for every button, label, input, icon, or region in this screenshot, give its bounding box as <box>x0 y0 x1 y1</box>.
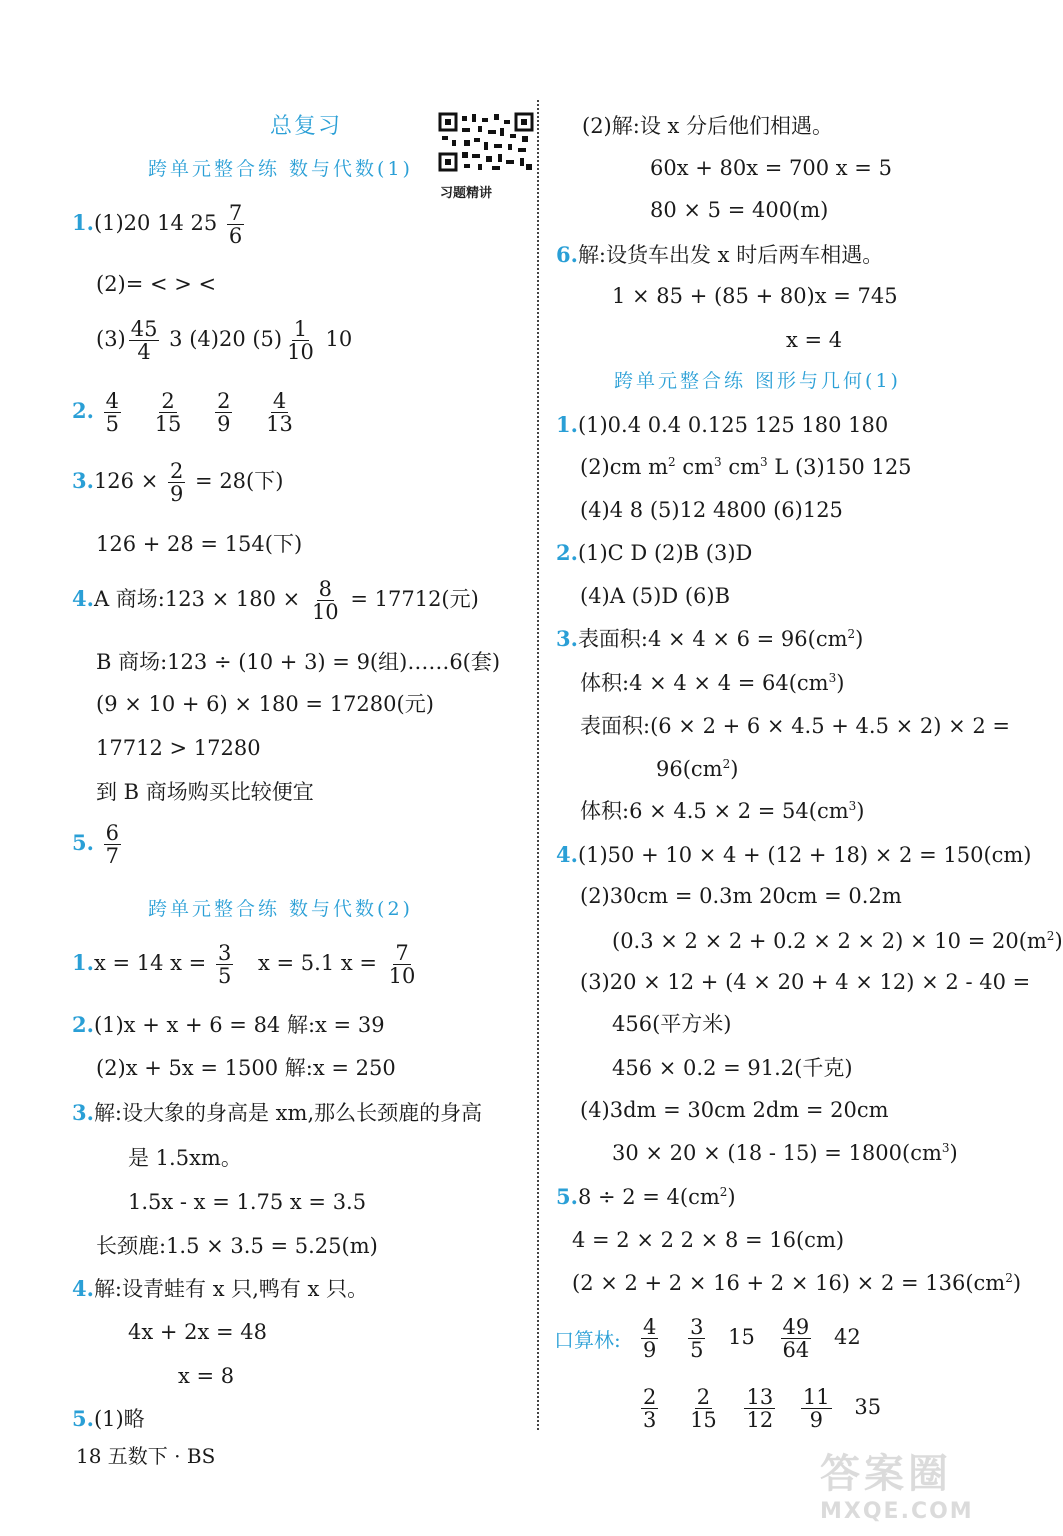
fraction: $\frac{11}{9}$ <box>802 1385 830 1433</box>
question-4-line-2: B 商场:123 ÷ (10 + 3) = 9(组)……6(套) <box>96 650 501 674</box>
section-heading-number-algebra-1: 跨单元整合练 数与代数(1) <box>148 158 413 180</box>
g-question-3-line-1: 3.表面积:4 × $4 \times 6 = 96(cm^2)$ <box>556 626 864 651</box>
g-question-5-line-3: $(2 \times 2 + 2 \times 16 + 2 \times 16) \times 2 = 136(cm^2)$ <box>572 1271 1022 1295</box>
g-question-4-line-7: (4)3dm = 30cm 2dm = 20cm <box>580 1098 889 1122</box>
question-2 <box>72 390 298 435</box>
fraction: $\frac{2}{3}$ <box>643 1385 657 1433</box>
fraction: $\frac{2}{15}$ <box>690 1385 717 1433</box>
fraction: $\frac{4}{13}$ <box>266 389 293 437</box>
page-title: 总复习 <box>270 114 343 139</box>
question-number: 5. <box>72 830 94 856</box>
question-number: 6. <box>556 242 578 267</box>
s2-question-5-line-1: 5.(1)略 <box>72 1406 145 1431</box>
question-number: 4. <box>72 1276 94 1301</box>
question-number: 2. <box>72 398 94 424</box>
s2-question-4-line-2: 4x + 2x = 48 <box>128 1320 268 1344</box>
g-question-4-line-6: 456 × 0.2 = 91.2(千克) <box>612 1056 853 1080</box>
question-number: 4. <box>72 586 94 612</box>
r-line-3: 80 × 5 = 400(m) <box>650 198 829 222</box>
g-question-5-line-1: $5.8 \div 2 = 4(cm^2)$ <box>556 1184 736 1209</box>
mental-math-row-2: $\frac{2}{3}$ $\frac{2}{15}$ $\frac{13}{12}$ $\frac{11}{9}$ 35 <box>643 1385 882 1433</box>
fraction: $\frac{3}{5}$ <box>690 1315 704 1363</box>
column-divider <box>537 100 539 1430</box>
question-4-line-4: 17712 > 17280 <box>96 736 261 760</box>
g-question-3-line-2: 体积:4 × $4 \times 4 = 64(cm^3)$ <box>580 671 845 695</box>
qr-code-label: 习题精讲 <box>440 186 493 201</box>
g-question-4-line-4: (3)20 × 12 + (4 × 20 + 4 × 12) × 2 - 40 = <box>580 970 1031 994</box>
g-question-2-line-2: (4)A (5)D (6)B <box>580 584 731 608</box>
question-number: 2. <box>556 540 578 565</box>
qr-code-icon[interactable] <box>438 112 534 172</box>
g-question-1-line-2: (2)cm $m^2$ $cm^3$ $cm^3$ L (3)150 125 <box>580 455 912 479</box>
s2-question-3-line-3: 1.5x - x = 1.75 x = 3.5 <box>128 1190 367 1214</box>
fraction: $\frac{3}{5}$ <box>217 941 232 989</box>
fraction: $\frac{1}{10}$ <box>287 317 314 365</box>
g-question-3-line-5: 体积:6 × $4.5 \times 2 = 54(cm^3)$ <box>580 799 865 823</box>
mental-math-label: 口算林: <box>554 1328 621 1352</box>
r-question-6-line-2: 1 × 85 + (85 + 80)x = 745 <box>612 284 898 308</box>
s2-question-1: 1.x = 14 x = $\frac{3}{5}$ x = 5.1 x = $\frac{7}{10}$ <box>72 941 416 989</box>
fraction: $\frac{13}{12}$ <box>746 1385 774 1433</box>
fraction: $\frac{7}{6}$ <box>228 201 243 249</box>
r-question-6-line-1: 6.解:设货车出发 x 时后两车相遇。 <box>556 242 884 267</box>
s2-question-4-line-3: x = 8 <box>178 1364 235 1388</box>
question-number: 1. <box>556 412 578 437</box>
fraction: $\frac{8}{10}$ <box>311 577 339 625</box>
question-4-line-1: 4.A 商场:123 × 180 × $\frac{8}{10}$ = 17712(元) <box>72 577 479 625</box>
question-number: 3. <box>72 1100 94 1125</box>
r-line-2: 60x + 80x = 700 x = 5 <box>650 156 892 180</box>
s2-question-2-line-2: (2)x + 5x = 1500 解:x = 250 <box>96 1056 396 1080</box>
g-question-4-line-5: 456(平方米) <box>612 1012 732 1036</box>
question-number: 1. <box>72 210 94 236</box>
fraction: $\frac{2}{9}$ <box>217 389 231 437</box>
question-1-line-3: (3) $\frac{45}{4}$ 3 (4)20 (5) $\frac{1}{10}$ 10 <box>96 317 353 365</box>
question-number: 1. <box>72 950 94 976</box>
fraction: $\frac{4}{9}$ <box>643 1315 657 1363</box>
section-heading-geometry-1: 跨单元整合练 图形与几何(1) <box>614 370 901 392</box>
watermark-logo <box>820 1442 1010 1530</box>
question-number: 3. <box>72 468 94 494</box>
question-number: 4. <box>556 842 578 867</box>
fraction: $\frac{6}{7}$ <box>105 821 119 869</box>
g-question-1-line-3: (4)4 8 (5)12 4800 (6)125 <box>580 498 843 522</box>
fraction: $\frac{45}{4}$ <box>130 317 158 365</box>
fraction: $\frac{2}{9}$ <box>169 459 184 507</box>
answer-text: (1)20 14 25 <box>93 211 218 236</box>
question-3-line-2: 126 + 28 = 154(下) <box>96 532 303 556</box>
page-footer: 18 五数下 · BS <box>76 1444 216 1468</box>
question-1-line-2: (2)= < > < <box>96 272 217 296</box>
question-number: 5. <box>556 1184 578 1209</box>
g-question-2-line-1: 2.(1)C D (2)B (3)D <box>556 540 753 565</box>
question-number: 2. <box>72 1012 94 1037</box>
fraction: $\frac{7}{10}$ <box>388 941 416 989</box>
g-question-5-line-2: 4 = 2 × 2 2 × 8 = 16(cm) <box>572 1228 845 1252</box>
s2-question-3-line-1: 3.解:设大象的身高是 xm,那么长颈鹿的身高 <box>72 1100 483 1125</box>
question-4-line-3: (9 × 10 + 6) × 180 = 17280(元) <box>96 692 434 716</box>
watermark-logo-text: 答案圈 <box>820 1451 952 1497</box>
g-question-3-line-3: 表面积:(6 × 2 + 6 × 4.5 + 4.5 × 2) × 2 = <box>580 714 1011 738</box>
g-question-1-line-1: 1.(1)0.4 0.4 0.125 125 180 180 <box>556 412 889 437</box>
mental-math-row-1: $\frac{4}{9}$ $\frac{3}{5}$ 15 $\frac{49}{64}$ 42 <box>643 1315 861 1363</box>
s2-question-3-line-2: 是 1.5xm。 <box>128 1146 242 1170</box>
fraction: $\frac{2}{15}$ <box>154 389 182 437</box>
g-question-4-line-8: $30 \times 20 \times (18 - 15) = 1800(cm^3)$ <box>612 1141 958 1165</box>
g-question-4-line-1: 4.(1)50 + 10 × 4 + (12 + 18) × 2 = 150(cm) <box>556 842 1032 867</box>
r-question-6-line-3: x = 4 <box>786 328 843 352</box>
watermark-url: MXQE.COM <box>820 1499 974 1524</box>
question-4-line-5: 到 B 商场购买比较便宜 <box>96 780 314 804</box>
fraction: $\frac{49}{64}$ <box>782 1315 810 1363</box>
s2-question-2-line-1: 2.(1)x + x + 6 = 84 解:x = 39 <box>72 1012 385 1037</box>
question-5 <box>72 822 124 867</box>
question-number: 3. <box>556 626 578 651</box>
question-number: 5. <box>72 1406 94 1431</box>
fraction: $\frac{4}{5}$ <box>105 389 119 437</box>
section-heading-number-algebra-2: 跨单元整合练 数与代数(2) <box>148 898 413 920</box>
g-question-4-line-2: (2)30cm = 0.3m 20cm = 0.2m <box>580 884 902 908</box>
question-1-line-1 <box>72 202 247 247</box>
s2-question-4-line-1: 4.解:设青蛙有 x 只,鸭有 x 只。 <box>72 1276 369 1301</box>
question-3-line-1: 3.126 × $\frac{2}{9}$ = 28(下) <box>72 459 284 507</box>
r-line-1: (2)解:设 x 分后他们相遇。 <box>582 114 834 138</box>
g-question-3-line-4: $96(cm^2)$ <box>656 757 739 781</box>
s2-question-3-line-4: 长颈鹿:1.5 × 3.5 = 5.25(m) <box>96 1234 378 1258</box>
g-question-4-line-3: $(0.3 \times 2 \times 2 + 0.2 \times 2 \times 2) \times 10 = 20(m^2)$ <box>612 929 1063 953</box>
